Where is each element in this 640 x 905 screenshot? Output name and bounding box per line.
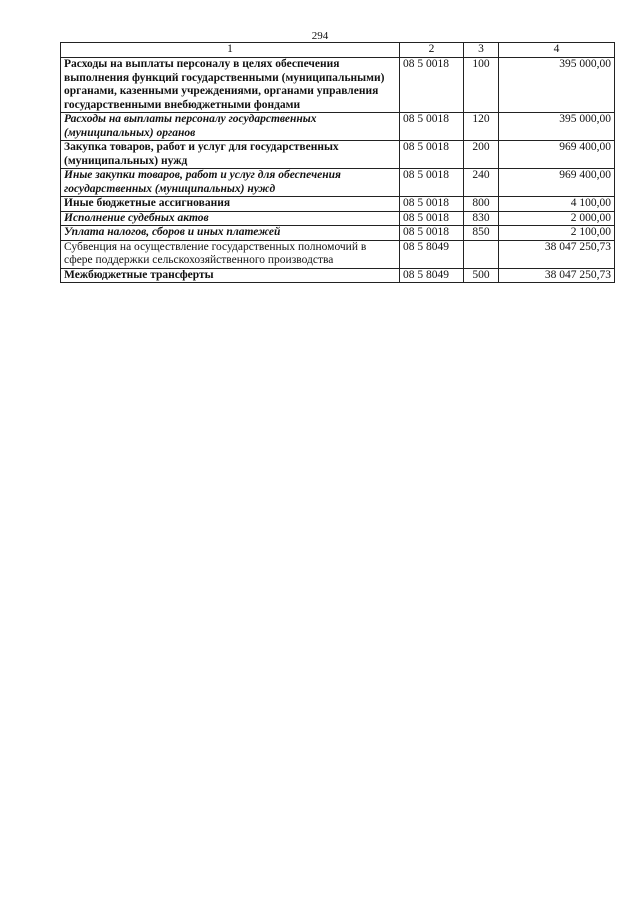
code-cell: 08 5 8049 xyxy=(400,240,464,268)
code-cell: 08 5 0018 xyxy=(400,169,464,197)
type-cell: 240 xyxy=(464,169,499,197)
sum-cell: 4 100,00 xyxy=(499,197,615,212)
code-cell: 08 5 0018 xyxy=(400,211,464,226)
type-cell: 200 xyxy=(464,141,499,169)
table-row xyxy=(61,141,615,169)
header-cell-name: 1 xyxy=(61,43,400,58)
type-cell: 120 xyxy=(464,113,499,141)
budget-table xyxy=(60,42,615,283)
table-row xyxy=(61,113,615,141)
header-cell-code: 2 xyxy=(400,43,464,58)
header-cell-sum: 4 xyxy=(499,43,615,58)
table-row xyxy=(61,197,615,212)
type-cell: 830 xyxy=(464,211,499,226)
sum-cell: 969 400,00 xyxy=(499,141,615,169)
code-cell: 08 5 0018 xyxy=(400,141,464,169)
name-cell: Межбюджетные трансферты xyxy=(61,268,400,283)
header-row xyxy=(61,43,615,58)
table-row xyxy=(61,226,615,241)
sum-cell: 395 000,00 xyxy=(499,58,615,113)
name-cell: Закупка товаров, работ и услуг для государственных (муниципальных) нужд xyxy=(61,141,400,169)
name-cell: Уплата налогов, сборов и иных платежей xyxy=(61,226,400,241)
name-cell: Расходы на выплаты персоналу государственных (муниципальных) органов xyxy=(61,113,400,141)
header-cell-type: 3 xyxy=(464,43,499,58)
type-cell: 800 xyxy=(464,197,499,212)
code-cell: 08 5 0018 xyxy=(400,113,464,141)
table-row xyxy=(61,268,615,283)
sum-cell: 969 400,00 xyxy=(499,169,615,197)
code-cell: 08 5 0018 xyxy=(400,226,464,241)
sum-cell: 38 047 250,73 xyxy=(499,240,615,268)
name-cell: Исполнение судебных актов xyxy=(61,211,400,226)
name-cell: Иные бюджетные ассигнования xyxy=(61,197,400,212)
code-cell: 08 5 8049 xyxy=(400,268,464,283)
sum-cell: 2 100,00 xyxy=(499,226,615,241)
name-cell: Субвенция на осуществление государственных полномочий в сфере поддержки сельскохозяйственного производства xyxy=(61,240,400,268)
name-cell: Расходы на выплаты персоналу в целях обеспечения выполнения функций государственными (муниципальными) органами, казенными учреждениями, органами управления государственными внебюджетными фондами xyxy=(61,58,400,113)
code-cell: 08 5 0018 xyxy=(400,197,464,212)
sum-cell: 395 000,00 xyxy=(499,113,615,141)
type-cell: 850 xyxy=(464,226,499,241)
name-cell: Иные закупки товаров, работ и услуг для обеспечения государственных (муниципальных) нужд xyxy=(61,169,400,197)
sum-cell: 2 000,00 xyxy=(499,211,615,226)
code-cell: 08 5 0018 xyxy=(400,58,464,113)
table-row xyxy=(61,240,615,268)
type-cell xyxy=(464,240,499,268)
table-row xyxy=(61,211,615,226)
table-row xyxy=(61,169,615,197)
table-row xyxy=(61,58,615,113)
sum-cell: 38 047 250,73 xyxy=(499,268,615,283)
type-cell: 100 xyxy=(464,58,499,113)
page-number: 294 xyxy=(311,30,329,42)
type-cell: 500 xyxy=(464,268,499,283)
